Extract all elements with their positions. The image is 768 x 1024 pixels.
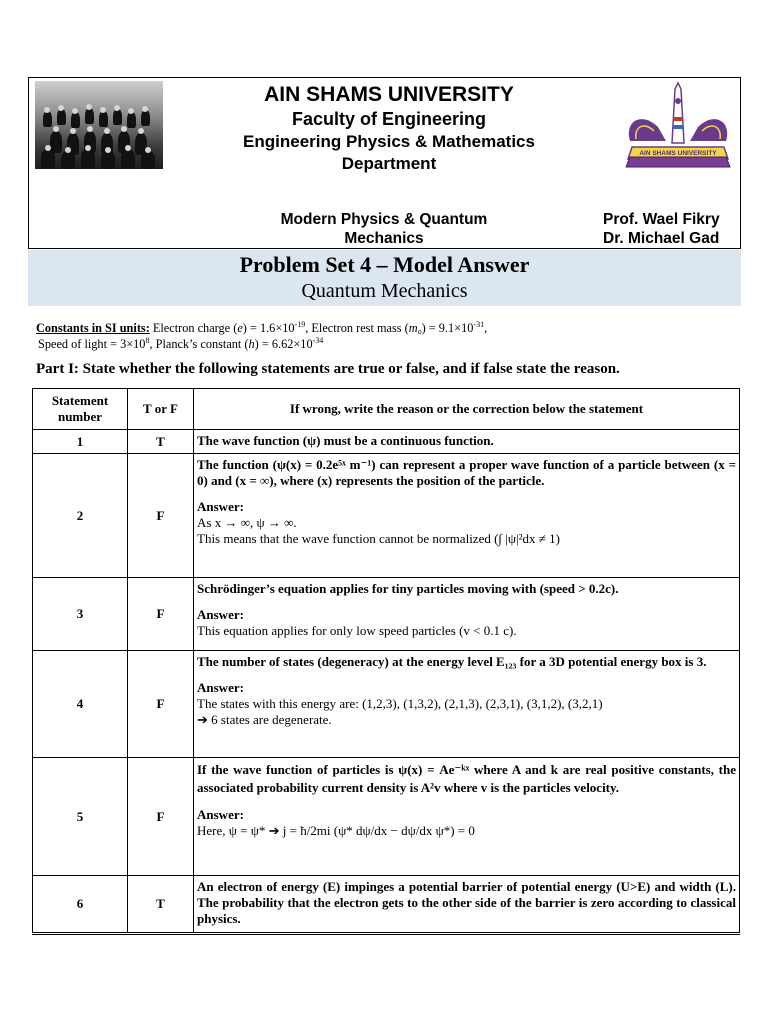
constants-text: , Electron rest mass ( (305, 321, 409, 335)
statement-text: Schrödinger’s equation applies for tiny particles moving with (speed > 0.2c). (197, 581, 619, 596)
statement-text: The number of states (degeneracy) at the energy level E₁₂₃ for a 3D potential energy box is 3. (197, 654, 707, 669)
header-true-false: T or F (128, 389, 194, 430)
instructor-name: Dr. Michael Gad (603, 230, 720, 247)
row-number: 3 (33, 578, 128, 651)
university-name: AIN SHAMS UNIVERSITY (264, 83, 514, 106)
row-answer-tf: T (128, 876, 194, 934)
answer-label: Answer: (197, 499, 244, 514)
exponent: 8 (145, 336, 150, 345)
professor-name: Prof. Wael Fikry (603, 211, 720, 228)
table-row (33, 876, 740, 934)
answer-label: Answer: (197, 680, 244, 695)
table-row (33, 430, 740, 454)
subscript-o: o (417, 327, 422, 336)
table-row (33, 758, 740, 876)
row-answer-tf: F (128, 651, 194, 758)
answer-text: ➔ 6 states are degenerate. (197, 712, 332, 727)
part-heading: Part I: State whether the following statements are true or false, and if false state the reason. (36, 361, 620, 377)
answer-text: As x → ∞, ψ → ∞. (197, 515, 297, 530)
statements-table (32, 388, 740, 935)
constants-label: Constants in SI units: (36, 321, 150, 335)
table-row (33, 578, 740, 651)
row-body (194, 578, 740, 651)
exponent: -34 (312, 336, 324, 345)
symbol-h: h (248, 337, 255, 351)
university-logo (622, 81, 734, 169)
title-band (28, 250, 741, 306)
constants-line1: Constants in SI units: Electron charge $(e) = 1.6\times 10^{-19}$, Electron rest mass $(m_o) = 9.1\times 10^{-31}$, (36, 320, 488, 336)
answer-text: This means that the wave function cannot be normalized (∫ |ψ|²dx ≠ 1) (197, 531, 560, 546)
symbol-e: e (237, 321, 243, 335)
row-body (194, 454, 740, 578)
course-name-line1: Modern Physics & Quantum (280, 211, 488, 228)
answer-text: The states with this energy are: (1,2,3), (1,3,2), (2,1,3), (2,3,1), (3,1,2), (3,2,1) (197, 696, 603, 711)
row-number: 5 (33, 758, 128, 876)
row-answer-tf: F (128, 758, 194, 876)
table-header-row (33, 389, 740, 430)
table-row (33, 454, 740, 578)
department-name-line1: Engineering Physics & Mathematics (243, 132, 535, 151)
statement-text: The wave function (ψ) must be a continuous function. (197, 433, 494, 448)
row-number: 4 (33, 651, 128, 758)
solvay-group-photo (35, 81, 163, 169)
constants-text: Speed of light = 3×10 (38, 337, 146, 351)
row-body (194, 430, 740, 454)
row-answer-tf: T (128, 430, 194, 454)
statement-text: An electron of energy (E) impinges a potential barrier of potential energy (U>E) and width (L). The probability that the electron gets to the other side of the barrier is zero according to classical physics. (197, 879, 736, 926)
row-answer-tf: F (128, 454, 194, 578)
letterhead (28, 77, 741, 249)
row-body (194, 651, 740, 758)
page-subtitle: Quantum Mechanics (301, 280, 468, 302)
exponent: -31 (473, 320, 485, 329)
answer-label: Answer: (197, 807, 244, 822)
department-name-line2: Department (341, 154, 437, 173)
exponent: -19 (294, 320, 306, 329)
answer-label: Answer: (197, 607, 244, 622)
row-number: 1 (33, 430, 128, 454)
constants-text: ) = 1.6×10 (242, 321, 295, 335)
row-number: 2 (33, 454, 128, 578)
statement-text: The function (ψ(x) = 0.2e⁵ˣ m⁻¹) can represent a proper wave function of a particle between (x = 0) and (x = ∞), where (x) represents the position of the particle. (197, 457, 736, 488)
constants-text: Electron charge ( (149, 321, 238, 335)
logo-caption: AIN SHAMS UNIVERSITY (639, 150, 717, 157)
table-row (33, 651, 740, 758)
statement-text: If the wave function of particles is ψ(x) = Ae⁻ᵏˣ where A and k are real positive constants, the associated probability current density is A²v where v is the particles velocity. (197, 762, 736, 795)
constants-text: , Planck’s constant ( (149, 337, 249, 351)
constants-line2 (38, 337, 323, 352)
header-statement-number: Statement number (33, 389, 128, 430)
answer-text: Here, ψ = ψ* ➔ j = ħ/2mi (ψ* dψ/dx − dψ/dx ψ*) = 0 (197, 823, 475, 838)
page-title: Problem Set 4 – Model Answer (239, 252, 530, 277)
answer-text: This equation applies for only low speed particles (v < 0.1 c). (197, 623, 517, 638)
row-number: 6 (33, 876, 128, 934)
symbol-m: m (408, 321, 418, 335)
row-answer-tf: F (128, 578, 194, 651)
constants-text: ) = 6.62×10 (254, 337, 313, 351)
header-reason: If wrong, write the reason or the correction below the statement (194, 389, 740, 430)
constants-text: ) = 9.1×10 (421, 321, 474, 335)
row-body (194, 876, 740, 934)
row-body (194, 758, 740, 876)
course-name-line2: Mechanics (344, 230, 424, 247)
faculty-name: Faculty of Engineering (291, 109, 487, 129)
